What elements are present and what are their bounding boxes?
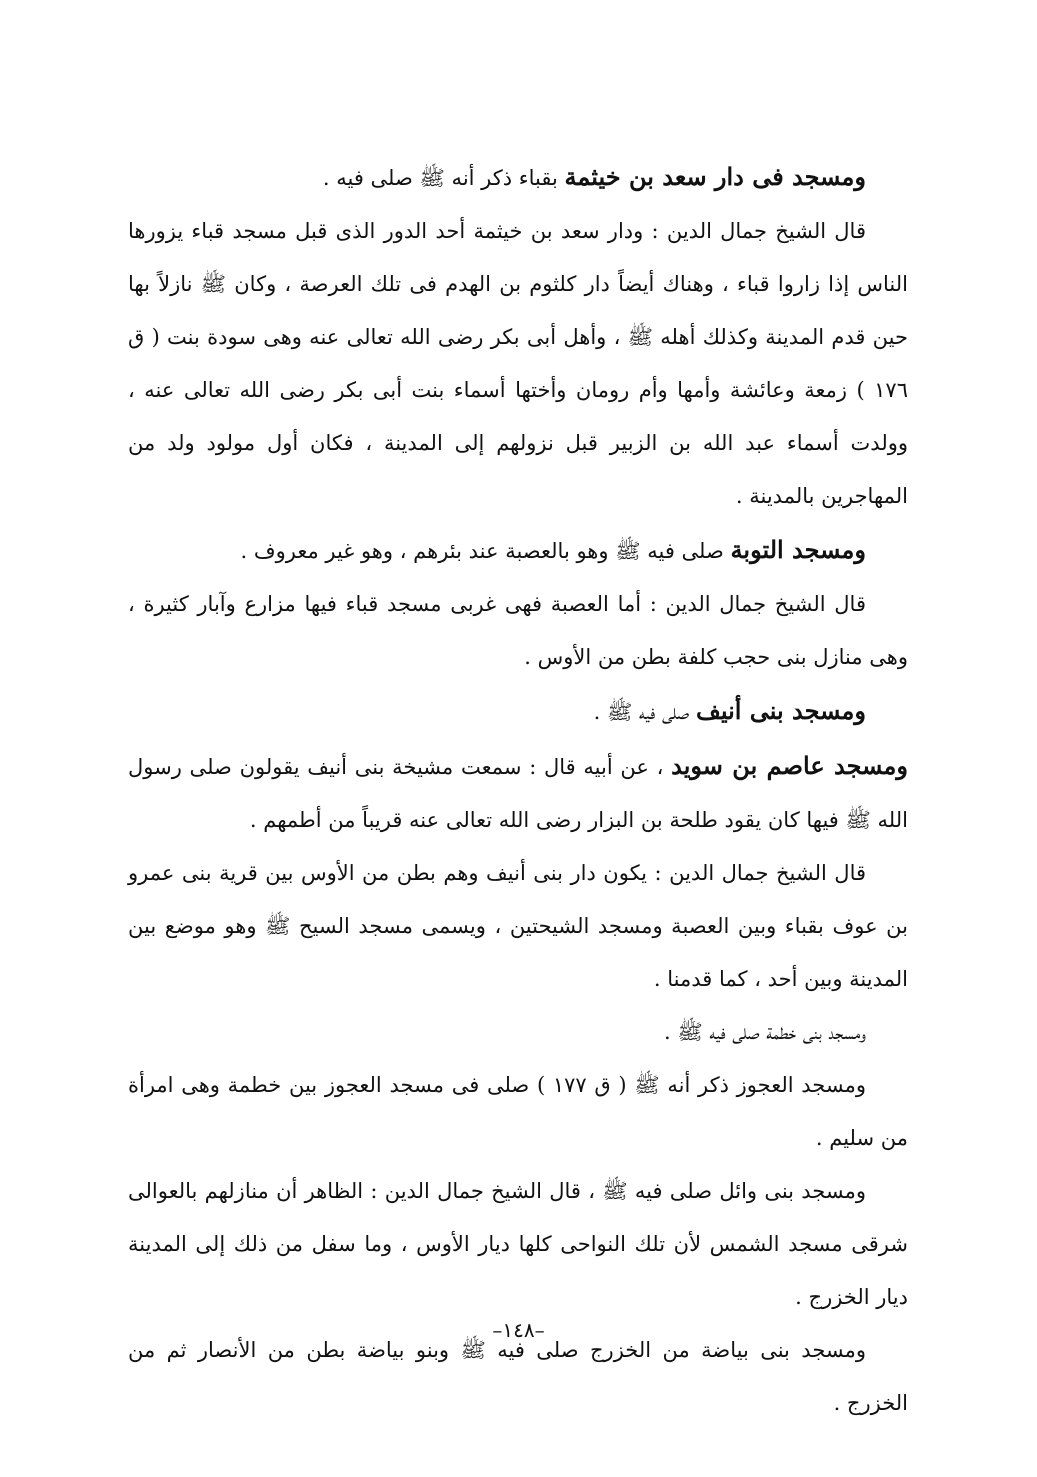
paragraph-text: ومسجد بنى خطمة صلى فيه ﷺ .	[663, 1020, 866, 1044]
paragraph-text: ومسجد بنى وائل صلى فيه ﷺ ، قال الشيخ جمال الدين : الظاهر أن منازلهم بالعوالى شرقى مسجد الشمس لأن تلك النواحى كلها ديار الأوس ، وما سفل من ذلك إلى المدينة ديار الخزرج .	[128, 1179, 908, 1309]
paragraph	[128, 523, 908, 578]
paragraph-heading: ومسجد التوبة	[730, 535, 866, 564]
paragraph-text: ، عن أبيه قال : سمعت مشيخة بنى أنيف يقولون صلى رسول الله ﷺ فيها كان يقود طلحة بن البزار رضى الله تعالى عنه قريباً من أطمهم .	[128, 755, 908, 832]
paragraph	[128, 684, 908, 739]
paragraph-text: ومسجد العجوز ذكر أنه ﷺ ( ق ١٧٧ ) صلى فى مسجد العجوز بين خطمة وهى امرأة من سليم .	[128, 1073, 908, 1150]
paragraph	[128, 739, 908, 847]
paragraph	[128, 1059, 908, 1165]
paragraph-text: قال الشيخ جمال الدين : أما العصبة فهى غربى مسجد قباء فيها مزارع وآبار كثيرة ، وهى منازل بنى حجب كلفة بطن من الأوس .	[128, 592, 908, 669]
paragraph-text: قال الشيخ جمال الدين : ودار سعد بن خيثمة أحد الدور الذى قبل مسجد قباء يزورها الناس إذا زاروا قباء ، وهناك أيضاً دار كلثوم بن الهدم فى تلك العرصة ، وكان ﷺ نازلاً بها حين قدم المدينة وكذلك أهله ﷺ ، وأهل أبى بكر رضى الله تعالى عنه وهى سودة بنت ( ق ١٧٦ ) زمعة وعائشة وأمها وأم رومان وأختها أسماء بنت أبى بكر رضى الله تعالى عنه ، وولدت أسماء عبد الله بن الزبير قبل نزولهم إلى المدينة ، فكان أول مولود ولد من المهاجرين بالمدينة .	[128, 219, 908, 508]
paragraph	[128, 205, 908, 523]
paragraph	[128, 578, 908, 684]
paragraph-heading: ومسجد فى دار سعد بن خيثمة	[564, 162, 866, 191]
paragraph	[128, 1006, 908, 1059]
paragraph-text: صلى فيه ﷺ .	[593, 700, 690, 724]
paragraph-heading: ومسجد عاصم بن سويد	[671, 751, 908, 780]
paragraph	[128, 847, 908, 1006]
page-number: –١٤٨–	[492, 1318, 545, 1342]
paragraph	[128, 150, 908, 205]
paragraph-text: بقباء ذكر أنه ﷺ صلى فيه .	[322, 166, 558, 190]
paragraph-text: قال الشيخ جمال الدين : يكون دار بنى أنيف وهم بطن من الأوس بين قرية بنى عمرو بن عوف بقباء وبين العصبة ومسجد الشيحتين ، ويسمى مسجد السيح ﷺ وهو موضع بين المدينة وبين أحد ، كما قدمنا .	[128, 861, 908, 991]
paragraph-text: ومسجد بنى بياضة من الخزرج صلى فيه ﷺ وبنو بياضة بطن من الأنصار ثم من الخزرج .	[128, 1338, 908, 1415]
paragraph-text: صلى فيه ﷺ وهو بالعصبة عند بئرهم ، وهو غير معروف .	[240, 539, 724, 563]
paragraph-heading: ومسجد بنى أنيف	[695, 696, 866, 725]
paragraph	[128, 1165, 908, 1324]
body-text	[128, 150, 908, 1430]
